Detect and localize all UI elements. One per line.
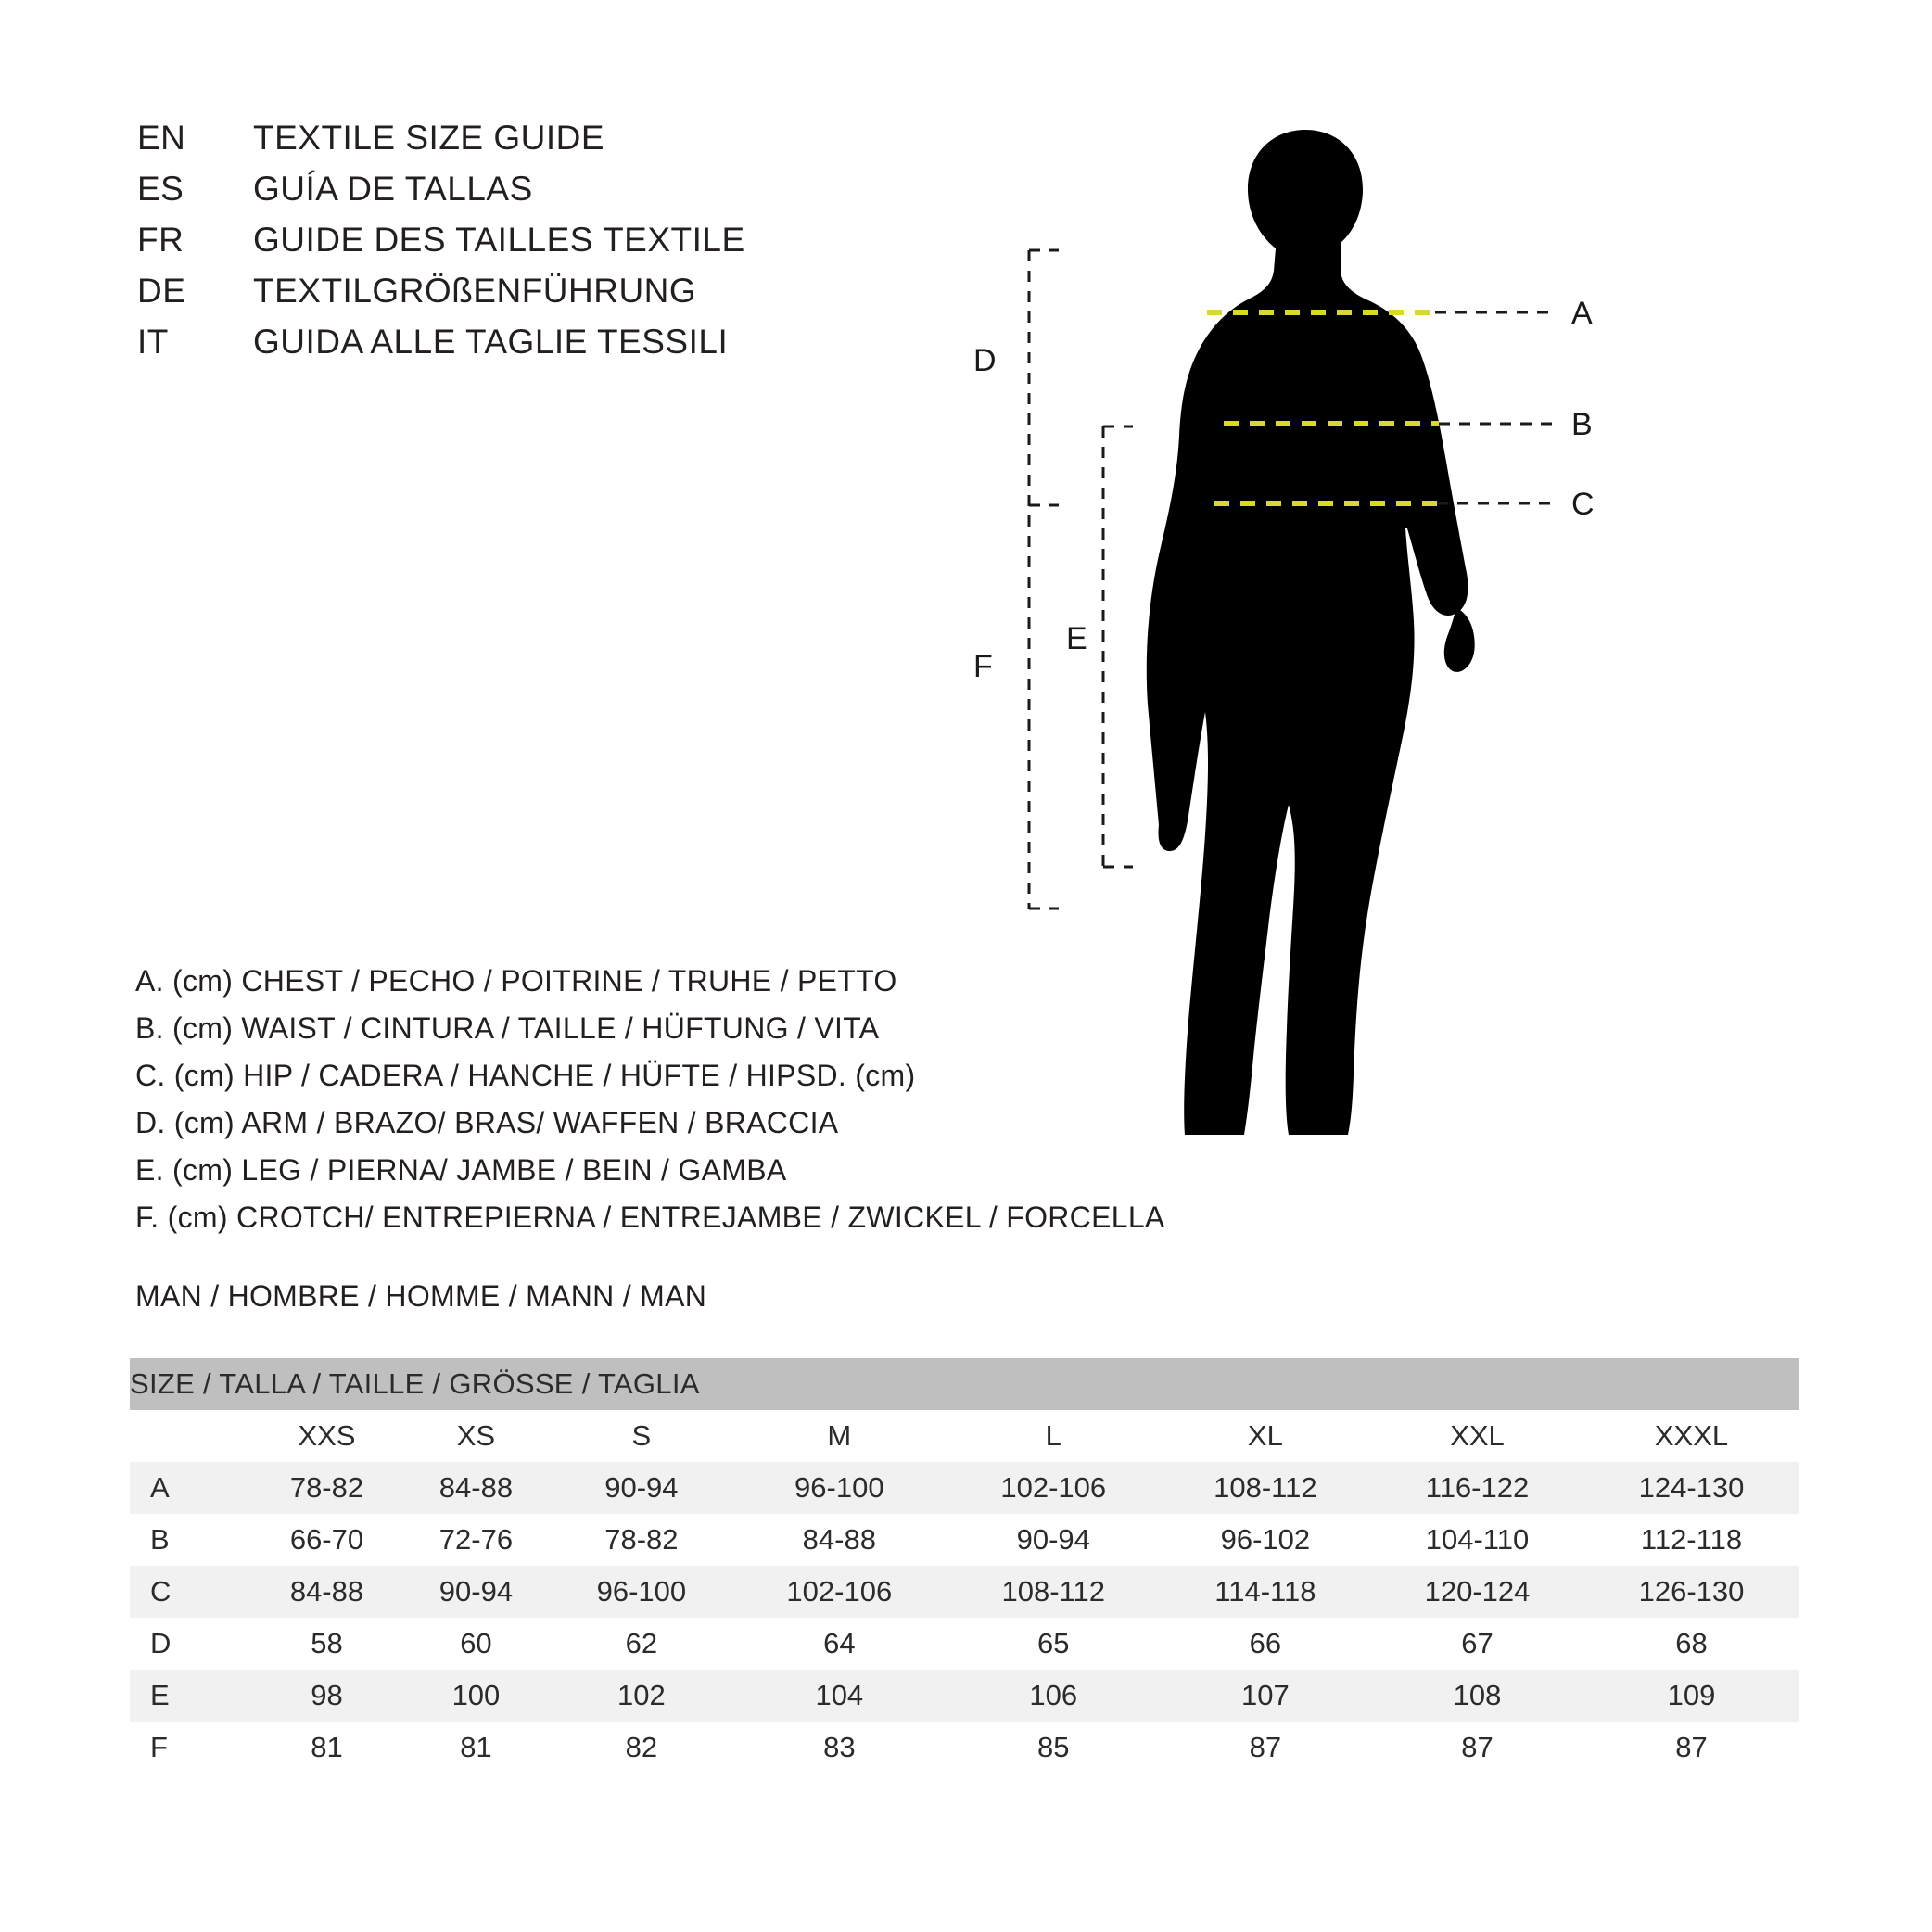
title-text-en: TEXTILE SIZE GUIDE xyxy=(253,119,605,157)
table-row xyxy=(130,1462,1799,1514)
cell-e-xs: 100 xyxy=(401,1670,551,1722)
title-row xyxy=(137,170,745,221)
cell-f-xl: 87 xyxy=(1161,1722,1370,1773)
cell-c-xxl: 120-124 xyxy=(1370,1566,1584,1618)
cell-c-s: 96-100 xyxy=(551,1566,732,1618)
legend-item-c: C. (cm) HIP / CADERA / HANCHE / HÜFTE / HIPSD. (cm) xyxy=(135,1059,916,1092)
figure-diagram xyxy=(973,93,1854,1224)
cell-f-s: 82 xyxy=(551,1722,732,1773)
cell-d-xl: 66 xyxy=(1161,1618,1370,1670)
size-table-wrap xyxy=(130,1358,1799,1773)
title-row xyxy=(137,119,745,170)
cell-e-l: 106 xyxy=(947,1670,1161,1722)
callout-label-b: B xyxy=(1571,407,1593,442)
cell-e-xxl: 108 xyxy=(1370,1670,1584,1722)
legend-item-a: A. (cm) CHEST / PECHO / POITRINE / TRUHE / PETTO xyxy=(135,964,897,998)
cell-a-l: 102-106 xyxy=(947,1462,1161,1514)
legend-item-f: F. (cm) CROTCH/ ENTREPIERNA / ENTREJAMBE / ZWICKEL / FORCELLA xyxy=(135,1201,1165,1234)
cell-e-xxxl: 109 xyxy=(1584,1670,1799,1722)
legend-item-d: D. (cm) ARM / BRAZO/ BRAS/ WAFFEN / BRACCIA xyxy=(135,1106,839,1139)
cell-b-m: 84-88 xyxy=(732,1514,947,1566)
callout-label-a: A xyxy=(1571,296,1593,331)
title-row xyxy=(137,272,745,323)
measurement-legend xyxy=(135,964,1165,1248)
cell-a-xl: 108-112 xyxy=(1161,1462,1370,1514)
cell-b-l: 90-94 xyxy=(947,1514,1161,1566)
cell-b-xxl: 104-110 xyxy=(1370,1514,1584,1566)
row-label-f: F xyxy=(130,1722,252,1773)
cell-a-m: 96-100 xyxy=(732,1462,947,1514)
cell-b-xl: 96-102 xyxy=(1161,1514,1370,1566)
cell-d-xxs: 58 xyxy=(252,1618,401,1670)
cell-f-l: 85 xyxy=(947,1722,1161,1773)
table-row xyxy=(130,1722,1799,1773)
cell-e-m: 104 xyxy=(732,1670,947,1722)
title-text-es: GUÍA DE TALLAS xyxy=(253,170,533,208)
col-header-xxl: XXL xyxy=(1370,1410,1584,1462)
gender-label: MAN / HOMBRE / HOMME / MANN / MAN xyxy=(135,1279,707,1313)
row-label-b: B xyxy=(130,1514,252,1566)
row-label-c: C xyxy=(130,1566,252,1618)
cell-a-s: 90-94 xyxy=(551,1462,732,1514)
title-row xyxy=(137,323,745,374)
cell-c-xxxl: 126-130 xyxy=(1584,1566,1799,1618)
title-text-fr: GUIDE DES TAILLES TEXTILE xyxy=(253,221,745,259)
male-silhouette xyxy=(1147,130,1475,1135)
cell-b-s: 78-82 xyxy=(551,1514,732,1566)
cell-c-xxs: 84-88 xyxy=(252,1566,401,1618)
col-header-s: S xyxy=(551,1410,732,1462)
col-header-xxxl: XXXL xyxy=(1584,1410,1799,1462)
dimension-brackets xyxy=(1029,250,1133,909)
title-lang-fr: FR xyxy=(137,221,184,259)
callout-leaders xyxy=(1435,312,1557,503)
dimension-label-e: E xyxy=(1066,621,1087,656)
cell-a-xxs: 78-82 xyxy=(252,1462,401,1514)
dimension-label-f: F xyxy=(973,649,993,684)
callout-label-c: C xyxy=(1571,487,1595,522)
cell-d-xxl: 67 xyxy=(1370,1618,1584,1670)
col-header-xxs: XXS xyxy=(252,1410,401,1462)
cell-c-l: 108-112 xyxy=(947,1566,1161,1618)
cell-e-xxs: 98 xyxy=(252,1670,401,1722)
cell-d-l: 65 xyxy=(947,1618,1161,1670)
col-header-m: M xyxy=(732,1410,947,1462)
size-table xyxy=(130,1358,1799,1773)
cell-e-xl: 107 xyxy=(1161,1670,1370,1722)
col-header-xl: XL xyxy=(1161,1410,1370,1462)
cell-d-m: 64 xyxy=(732,1618,947,1670)
cell-b-xs: 72-76 xyxy=(401,1514,551,1566)
row-label-d: D xyxy=(130,1618,252,1670)
cell-f-xxl: 87 xyxy=(1370,1722,1584,1773)
cell-f-m: 83 xyxy=(732,1722,947,1773)
title-lang-es: ES xyxy=(137,170,184,208)
cell-a-xxl: 116-122 xyxy=(1370,1462,1584,1514)
title-lang-de: DE xyxy=(137,272,186,310)
legend-item-e: E. (cm) LEG / PIERNA/ JAMBE / BEIN / GAMBA xyxy=(135,1153,787,1187)
cell-f-xxxl: 87 xyxy=(1584,1722,1799,1773)
cell-a-xs: 84-88 xyxy=(401,1462,551,1514)
cell-d-xs: 60 xyxy=(401,1618,551,1670)
title-text-de: TEXTILGRÖßENFÜHRUNG xyxy=(253,272,697,310)
title-lang-en: EN xyxy=(137,119,186,157)
cell-c-m: 102-106 xyxy=(732,1566,947,1618)
row-label-e: E xyxy=(130,1670,252,1722)
cell-b-xxxl: 112-118 xyxy=(1584,1514,1799,1566)
header-corner xyxy=(130,1410,252,1462)
cell-d-xxxl: 68 xyxy=(1584,1618,1799,1670)
table-row xyxy=(130,1566,1799,1618)
cell-f-xs: 81 xyxy=(401,1722,551,1773)
title-block xyxy=(137,119,745,374)
table-row xyxy=(130,1618,1799,1670)
table-header-row xyxy=(130,1410,1799,1462)
col-header-l: L xyxy=(947,1410,1161,1462)
cell-a-xxxl: 124-130 xyxy=(1584,1462,1799,1514)
cell-f-xxs: 81 xyxy=(252,1722,401,1773)
title-text-it: GUIDA ALLE TAGLIE TESSILI xyxy=(253,323,729,361)
table-row xyxy=(130,1670,1799,1722)
title-row xyxy=(137,221,745,272)
cell-d-s: 62 xyxy=(551,1618,732,1670)
table-band-label: SIZE / TALLA / TAILLE / GRÖSSE / TAGLIA xyxy=(130,1358,1799,1410)
table-row xyxy=(130,1514,1799,1566)
cell-e-s: 102 xyxy=(551,1670,732,1722)
cell-c-xs: 90-94 xyxy=(401,1566,551,1618)
dimension-label-d: D xyxy=(973,343,997,378)
row-label-a: A xyxy=(130,1462,252,1514)
table-band-row xyxy=(130,1358,1799,1410)
col-header-xs: XS xyxy=(401,1410,551,1462)
cell-b-xxs: 66-70 xyxy=(252,1514,401,1566)
legend-item-b: B. (cm) WAIST / CINTURA / TAILLE / HÜFTUNG / VITA xyxy=(135,1011,880,1045)
title-lang-it: IT xyxy=(137,323,169,361)
cell-c-xl: 114-118 xyxy=(1161,1566,1370,1618)
